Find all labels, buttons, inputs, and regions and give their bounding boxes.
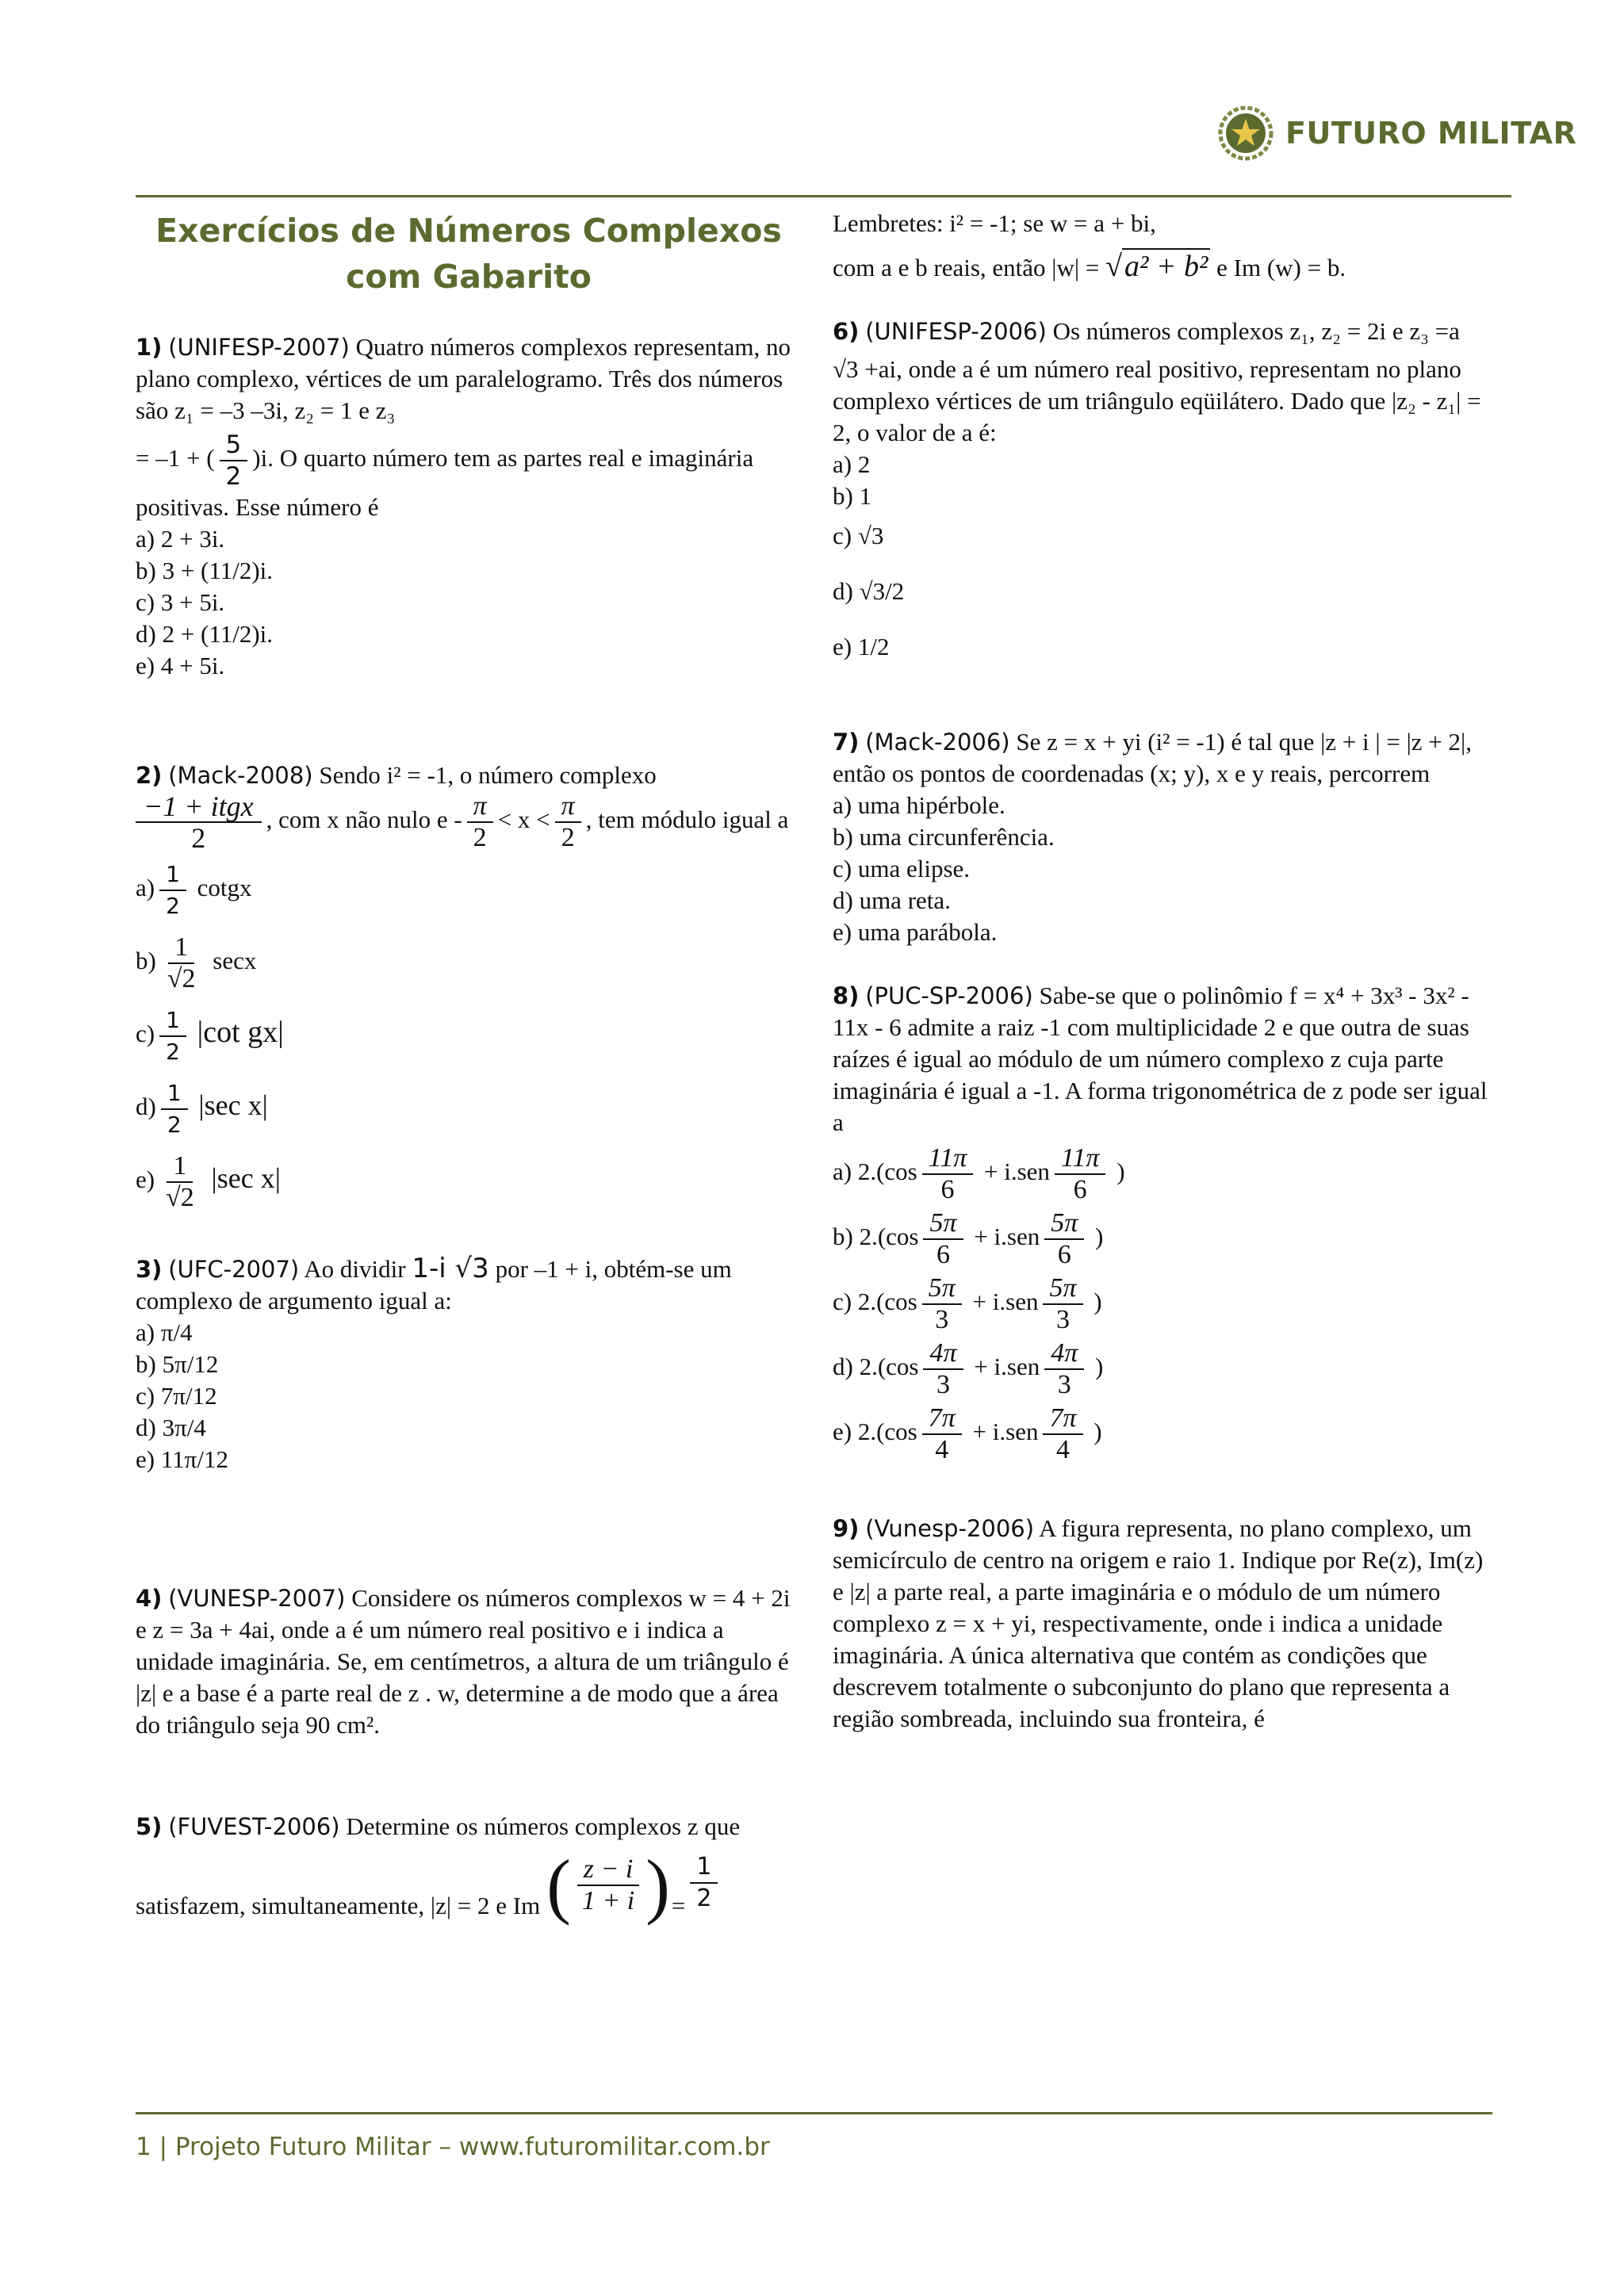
question-source: (FUVEST-2006)	[168, 1813, 340, 1840]
option: a) 2 + 3i.	[136, 525, 225, 553]
option: d) 2.(cos $\frac{4\pi}{3}$ + i.sen $\frac{4\pi}{3}$ )	[833, 1338, 1104, 1399]
question-number: 9)	[833, 1515, 860, 1542]
option: d) $\frac{1}{2}$ |sec x|	[136, 1080, 268, 1138]
equals-sign: =	[671, 1892, 686, 1919]
question-source: (UNIFESP-2007)	[168, 334, 350, 361]
option: c) 3 + 5i.	[136, 588, 225, 616]
question-text: Considere os números complexos w = 4 + 2i e z = 3a + 4ai, onde a é um número real positivo e i indica a unidade imaginária. Se, em centímetros, a altura de um triângulo é |z| e a base é a parte real de z . w, determine a de modo que a área do triângulo seja 90 cm².	[136, 1584, 791, 1739]
option: b) $\frac{1}{√2}$ secx	[136, 932, 257, 993]
question-text: , com x não nulo e -	[266, 806, 462, 834]
question-text: Sabe-se que o polinômio f = x⁴ + 3x³ - 3x² - 11x - 6 admite a raiz -1 com multiplicidade 2 e que outra de suas raízes é igual ao módulo de um número complexo z cuja parte imaginária é igual a -1. A forma trigonométrica de z pode ser igual a	[833, 982, 1488, 1136]
question-source: (UNIFESP-2006)	[865, 318, 1047, 345]
question-text: satisfazem, simultaneamente, |z| = 2 e Im	[136, 1892, 541, 1919]
question-text: < x <	[497, 806, 550, 834]
question-text: A figura representa, no plano complexo, um semicírculo de centro na origem e raio 1. Indique por Re(z), Im(z) e |z| a parte real, a parte imaginária e o módulo de um número complexo z = x + yi, respectivamente, onde i indica a unidade imaginária. A única alternativa que contém as condições que descrevem totalmente o subconjunto do plano que representa a região sombreada, incluindo sua fronteira, é	[833, 1514, 1484, 1732]
expression: ( $\frac{z - i}{1 + i}$ )	[546, 1845, 670, 1926]
option: a) π/4	[136, 1318, 193, 1346]
brand-name: FUTURO MILITAR	[1285, 116, 1577, 151]
option: e) 11π/12	[136, 1445, 228, 1473]
question-text: por –1 + i, obtém-se um complexo de argumento igual a:	[136, 1255, 732, 1314]
option: c) 2.(cos $\frac{5\pi}{3}$ + i.sen $\frac{5\pi}{3}$ )	[833, 1273, 1102, 1334]
option: b) 3 + (11/2)i.	[136, 557, 274, 584]
question-text: Os números complexos z₁, z₂ = 2i e z₃ =a	[1052, 317, 1460, 345]
question-text: Ao dividir	[304, 1255, 406, 1283]
option: e) 1/2	[833, 633, 890, 660]
question-number: 1)	[136, 334, 163, 361]
option: a) $\frac{1}{2}$ cotgx	[136, 861, 252, 919]
question-source: (Mack-2008)	[168, 762, 313, 789]
question-text: Quatro números complexos representam, no plano complexo, vértices de um paralelogramo. Três dos números são z₁ = –3 –3i, z₂ = 1 e z₃	[136, 333, 791, 424]
question-source: (UFC-2007)	[168, 1256, 300, 1283]
option: c) 7π/12	[136, 1382, 217, 1410]
question-number: 3)	[136, 1256, 163, 1283]
question-3	[136, 1253, 802, 1475]
header-rule	[136, 195, 1511, 197]
fraction: $\frac{5}{2}$	[220, 430, 248, 492]
option: c) $\frac{1}{2}$ |cot gx|	[136, 1007, 284, 1065]
reminder-line: Lembretes: i² = -1; se w = a + bi,	[833, 209, 1156, 237]
question-7	[833, 726, 1499, 948]
question-1	[136, 331, 802, 682]
option: b) 5π/12	[136, 1350, 219, 1378]
option: b) uma circunferência.	[833, 823, 1055, 851]
question-9	[833, 1513, 1499, 1735]
option: d) 2 + (11/2)i.	[136, 620, 274, 648]
question-text: )i. O quarto número tem as partes real e imaginária positivas. Esse número é	[136, 444, 754, 521]
option: c) √3	[833, 522, 884, 549]
question-source: (Vunesp-2006)	[865, 1515, 1035, 1542]
option: a) 2.(cos $\frac{11\pi}{6}$ + i.sen $\frac{11\pi}{6}$ )	[833, 1143, 1125, 1204]
question-text: Determine os números complexos z que	[346, 1812, 741, 1840]
question-number: 7)	[833, 729, 860, 756]
reminder-line: com a e b reais, então |w| = √a² + b² e Im (w) = b.	[833, 250, 1346, 283]
question-number: 4)	[136, 1585, 163, 1612]
question-text: Sendo i² = -1, o número complexo	[319, 761, 657, 789]
sqrt-expression: √a² + b²	[1105, 251, 1210, 282]
expression-fraction: $\frac{\text{−1 + itgx}}{2}$	[136, 791, 262, 853]
option: c) uma elipse.	[833, 855, 971, 882]
question-text: Se z = x + yi (i² = -1) é tal que |z + i | = |z + 2|, então os pontos de coordenadas (x; y), x e y reais, percorrem	[833, 728, 1472, 787]
option: e) 2.(cos $\frac{7\pi}{4}$ + i.sen $\frac{7\pi}{4}$ )	[833, 1403, 1102, 1464]
question-source: (VUNESP-2007)	[168, 1585, 346, 1612]
question-number: 5)	[136, 1813, 163, 1840]
question-source: (Mack-2006)	[865, 729, 1010, 756]
star-badge-icon	[1217, 105, 1274, 162]
question-text: , tem módulo igual a	[585, 806, 789, 834]
question-number: 6)	[833, 318, 860, 345]
question-number: 8)	[833, 982, 860, 1009]
pi-fraction: $\frac{\pi}{2}$	[555, 791, 581, 853]
page-footer: 1 | Projeto Futuro Militar – www.futuromilitar.com.br	[136, 2133, 770, 2161]
question-source: (PUC-SP-2006)	[865, 982, 1033, 1009]
option: a) uma hipérbole.	[833, 791, 1005, 819]
fraction: $\frac{1}{2}$	[690, 1852, 718, 1914]
question-8	[833, 980, 1499, 1465]
question-text: = –1 + (	[136, 444, 215, 473]
reminders	[833, 208, 1499, 284]
option: b) 1	[833, 482, 872, 510]
option: b) 2.(cos $\frac{5\pi}{6}$ + i.sen $\frac{5\pi}{6}$ )	[833, 1208, 1104, 1269]
page-title: Exercícios de Números Complexos com Gabarito	[155, 212, 782, 296]
right-column	[833, 208, 1499, 1735]
option: d) uma reta.	[833, 886, 951, 914]
expression: 1-i √3	[412, 1253, 489, 1284]
question-6	[833, 316, 1499, 663]
question-text: √3 +ai, onde a é um número real positivo, representam no plano complexo vértices de um triângulo eqüilátero. Dado que |z₂ - z₁| = 2, o valor de a é:	[833, 355, 1481, 446]
option: d) 3π/4	[136, 1414, 206, 1441]
question-4	[136, 1582, 802, 1741]
question-number: 2)	[136, 762, 163, 789]
pi-fraction: $\frac{\pi}{2}$	[467, 791, 493, 853]
option: e) uma parábola.	[833, 918, 998, 946]
footer-rule	[136, 2112, 1492, 2114]
left-column	[136, 208, 802, 1926]
question-5	[136, 1811, 802, 1926]
question-2	[136, 760, 802, 1213]
brand-logo	[1217, 103, 1576, 163]
option: e) 4 + 5i.	[136, 652, 225, 679]
option: d) √3/2	[833, 577, 905, 605]
option: e) $\frac{1}{√2}$ |sec x|	[136, 1151, 281, 1212]
option: a) 2	[833, 450, 871, 478]
